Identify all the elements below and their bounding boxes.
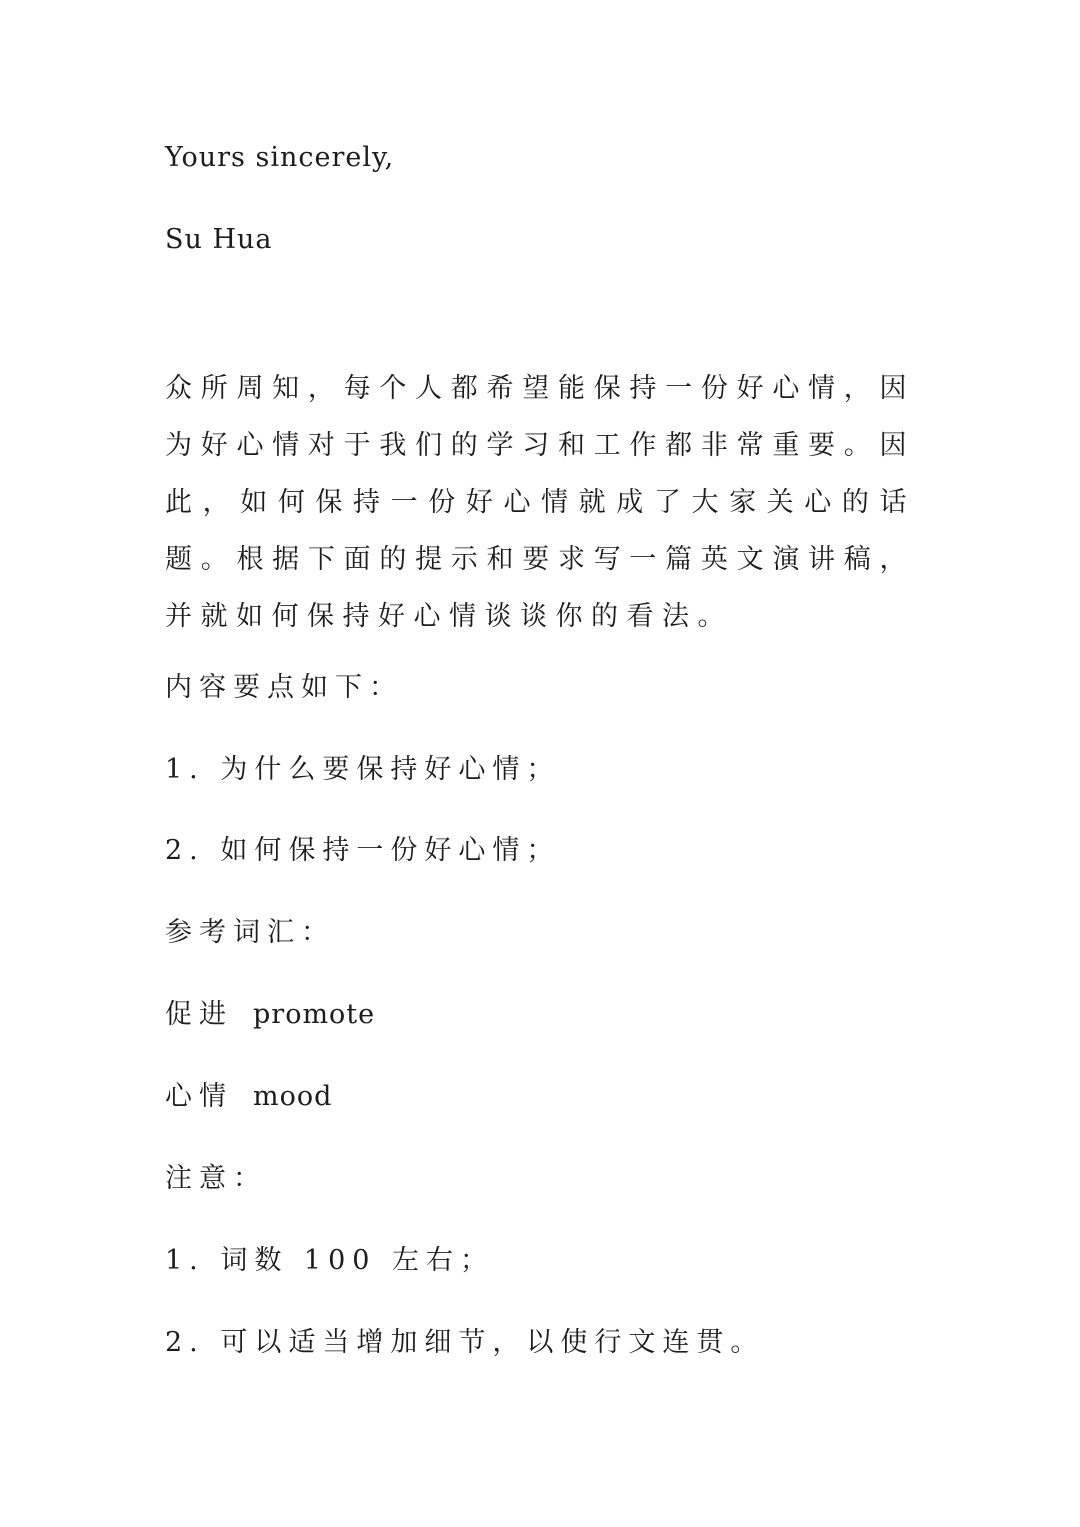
vocab-item bbox=[165, 995, 375, 1035]
vocab-english: promote bbox=[253, 999, 376, 1030]
point-item: 1. 为什么要保持好心情； bbox=[165, 754, 561, 785]
letter-closing: Yours sincerely, bbox=[165, 142, 395, 173]
points-heading: 内容要点如下： bbox=[165, 672, 403, 703]
vocab-chinese: 心情 bbox=[165, 1081, 233, 1112]
point-item: 2. 如何保持一份好心情； bbox=[165, 835, 561, 866]
letter-signature: Su Hua bbox=[165, 224, 273, 255]
vocab-item bbox=[165, 1077, 332, 1117]
note-item: 1. 词数 100 左右； bbox=[165, 1245, 495, 1276]
vocab-chinese: 促进 bbox=[165, 999, 233, 1030]
notes-heading: 注意： bbox=[165, 1163, 267, 1194]
prompt-intro: 众所周知，每个人都希望能保持一份好心情，因为好心情对于我们的学习和工作都非常重要。因此，如何保持一份好心情就成了大家关心的话题。根据下面的提示和要求写一篇英文演讲稿，并就如何保持好心情谈谈你的看法。 bbox=[165, 373, 915, 632]
note-item: 2. 可以适当增加细节，以使行文连贯。 bbox=[165, 1327, 765, 1358]
vocab-english: mood bbox=[253, 1081, 333, 1112]
vocab-heading: 参考词汇： bbox=[165, 917, 335, 948]
